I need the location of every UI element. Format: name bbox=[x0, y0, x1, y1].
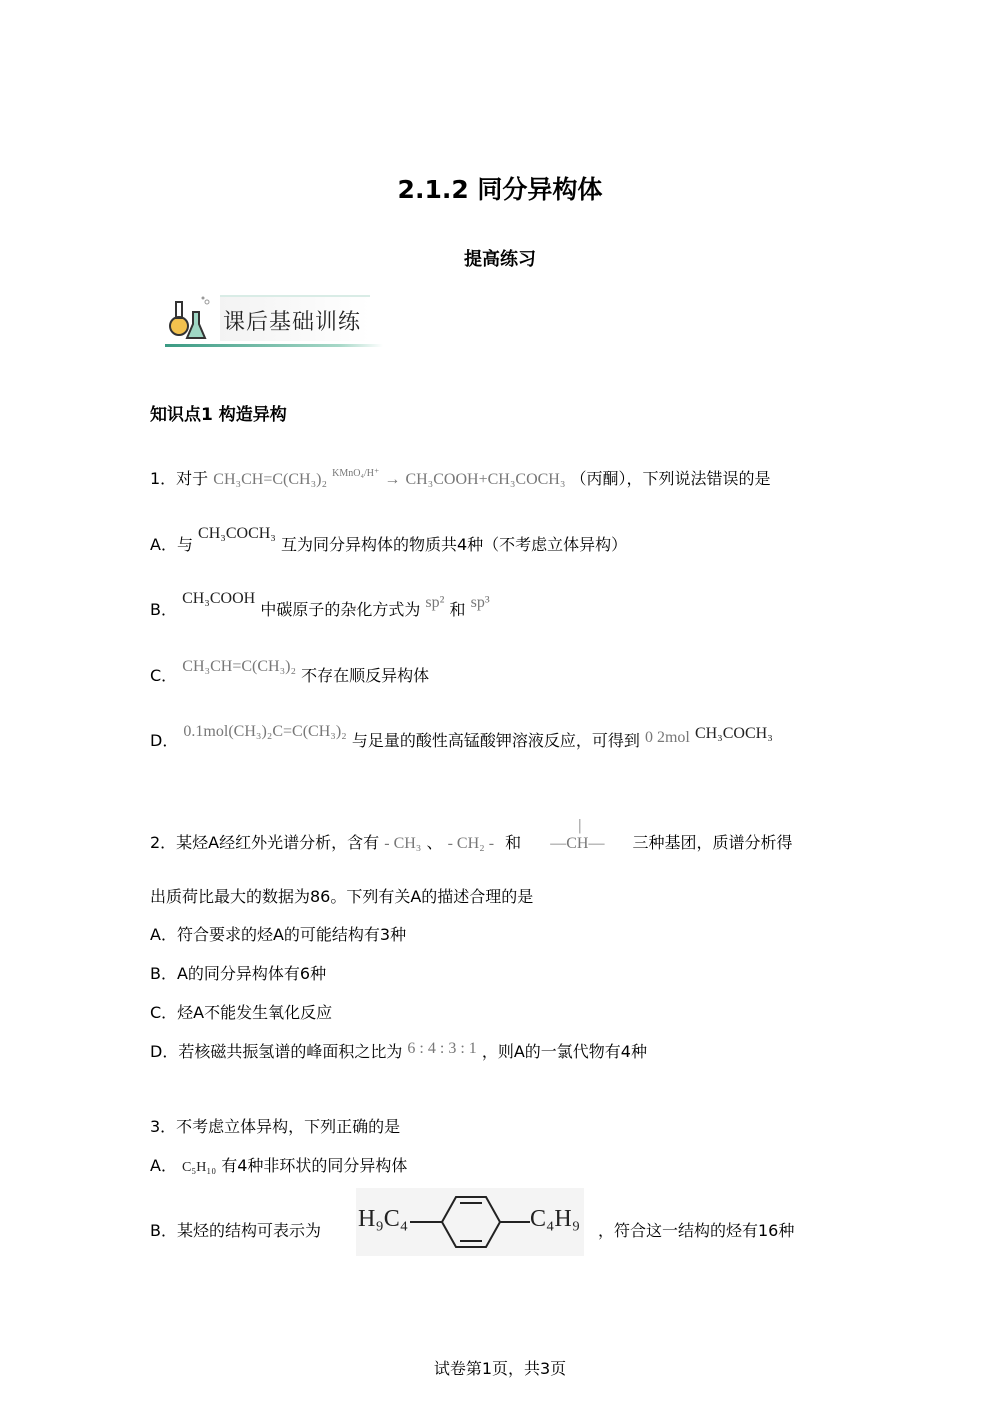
q1-d-formula: 0.1mol(CH₃)₂C=C(CH₃)₂ bbox=[183, 723, 347, 740]
q2-d-text: ，则A的一氯代物有4种 bbox=[481, 1042, 647, 1061]
q2-d-ratio: 6 : 4 : 3 : 1 bbox=[407, 1040, 477, 1057]
section-banner bbox=[165, 292, 385, 350]
q1-d-label: D． bbox=[150, 731, 179, 750]
q1-c-label: C． bbox=[150, 666, 178, 685]
q2-stem-line2: 出质荷比最大的数据为86。下列有关A的描述合理的是 bbox=[150, 887, 534, 906]
page-title: 2.1.2 同分异构体 bbox=[397, 175, 603, 204]
q1-c-text: 不存在顺反异构体 bbox=[301, 666, 430, 685]
q1-a-formula: CH₃COCH₃ bbox=[198, 525, 276, 542]
q2-option-b: B．A的同分异构体有6种 bbox=[150, 964, 327, 983]
banner-underline bbox=[165, 344, 383, 347]
q2-d-label: D．若核磁共振氢谱的峰面积之比为 bbox=[150, 1042, 403, 1061]
q2-option-d bbox=[150, 1039, 647, 1062]
q2-stem bbox=[150, 817, 793, 853]
q1-option-d bbox=[150, 723, 773, 751]
q1-reagent: KMnO₄/H⁺ bbox=[332, 468, 380, 479]
q3-b-text: ，符合这一结构的烃有16种 bbox=[598, 1221, 795, 1240]
q3-a-formula: C₅H₁₀ bbox=[182, 1160, 217, 1175]
q3-stem: 3．不考虑立体异构，下列正确的是 bbox=[150, 1117, 401, 1136]
q3-a-text: 有4种非环状的同分异构体 bbox=[221, 1156, 408, 1175]
benzene-structure bbox=[356, 1188, 584, 1256]
q1-b-formula: CH₃COOH bbox=[182, 590, 256, 607]
q1-b-text: 中碳原子的杂化方式为 bbox=[260, 600, 421, 619]
q3-b-left-group: H₉C₄ bbox=[358, 1206, 409, 1232]
q2-group-ch2: - CH₂ - bbox=[447, 835, 495, 852]
q1-option-c bbox=[150, 658, 430, 686]
q1-reaction-left: CH₃CH=C(CH₃)₂ bbox=[213, 471, 328, 488]
q2-group-ch bbox=[550, 817, 608, 852]
q3-option-a bbox=[150, 1153, 407, 1176]
q2-and: 和 bbox=[505, 833, 522, 852]
q1-option-a bbox=[150, 525, 628, 555]
page-subtitle: 提高练习 bbox=[464, 249, 536, 270]
q1-reaction-right: CH₃COOH+CH₃COCH₃ bbox=[405, 471, 566, 488]
q2-option-a: A．符合要求的烃A的可能结构有3种 bbox=[150, 925, 407, 944]
q1-b-sp2: sp² bbox=[425, 594, 445, 611]
bond-line-icon: | bbox=[578, 817, 582, 834]
q1-b-sp3: sp³ bbox=[470, 594, 490, 611]
q1-a-text: 互为同分异构体的物质共4种（不考虑立体异构） bbox=[280, 535, 628, 554]
q3-option-b bbox=[150, 1218, 321, 1241]
q1-b-label: B． bbox=[150, 600, 177, 619]
reaction-arrow-icon: → bbox=[384, 471, 401, 488]
q3-b-label: B．某烃的结构可表示为 bbox=[150, 1221, 321, 1240]
q2-option-c: C．烃A不能发生氧化反应 bbox=[150, 1003, 333, 1022]
section-heading: 知识点1 构造异构 bbox=[150, 405, 287, 425]
q1-d-text: 与足量的酸性高锰酸钾溶液反应，可得到 bbox=[351, 731, 640, 750]
banner-label: 课后基础训练 bbox=[223, 310, 362, 335]
q3-a-label: A． bbox=[150, 1156, 177, 1175]
page-footer: 试卷第1页，共3页 bbox=[433, 1359, 567, 1378]
q3-b-right-group: C₄H₉ bbox=[530, 1206, 581, 1232]
q2-separator: 、 bbox=[426, 833, 443, 852]
q1-a-label: A．与 bbox=[150, 535, 193, 554]
q1-stem-pre: 1．对于 bbox=[150, 469, 209, 488]
q1-stem bbox=[150, 466, 771, 489]
q1-d-amount: 0 2mol bbox=[644, 729, 690, 746]
q1-c-formula: CH₃CH=C(CH₃)₂ bbox=[182, 658, 297, 675]
q1-option-b bbox=[150, 590, 490, 620]
q1-b-and: 和 bbox=[449, 600, 466, 619]
q2-group-ch-text: —CH— bbox=[550, 835, 605, 852]
q2-stem-post: 三种基团，质谱分析得 bbox=[632, 833, 793, 852]
flask-icon bbox=[165, 294, 215, 344]
q2-stem-pre: 2．某烃A经红外光谱分析，含有 bbox=[150, 833, 380, 852]
q2-group-ch3: - CH₃ bbox=[384, 835, 422, 852]
q1-stem-post: （丙酮），下列说法错误的是 bbox=[570, 469, 771, 488]
q1-d-product: CH₃COCH₃ bbox=[694, 725, 773, 742]
